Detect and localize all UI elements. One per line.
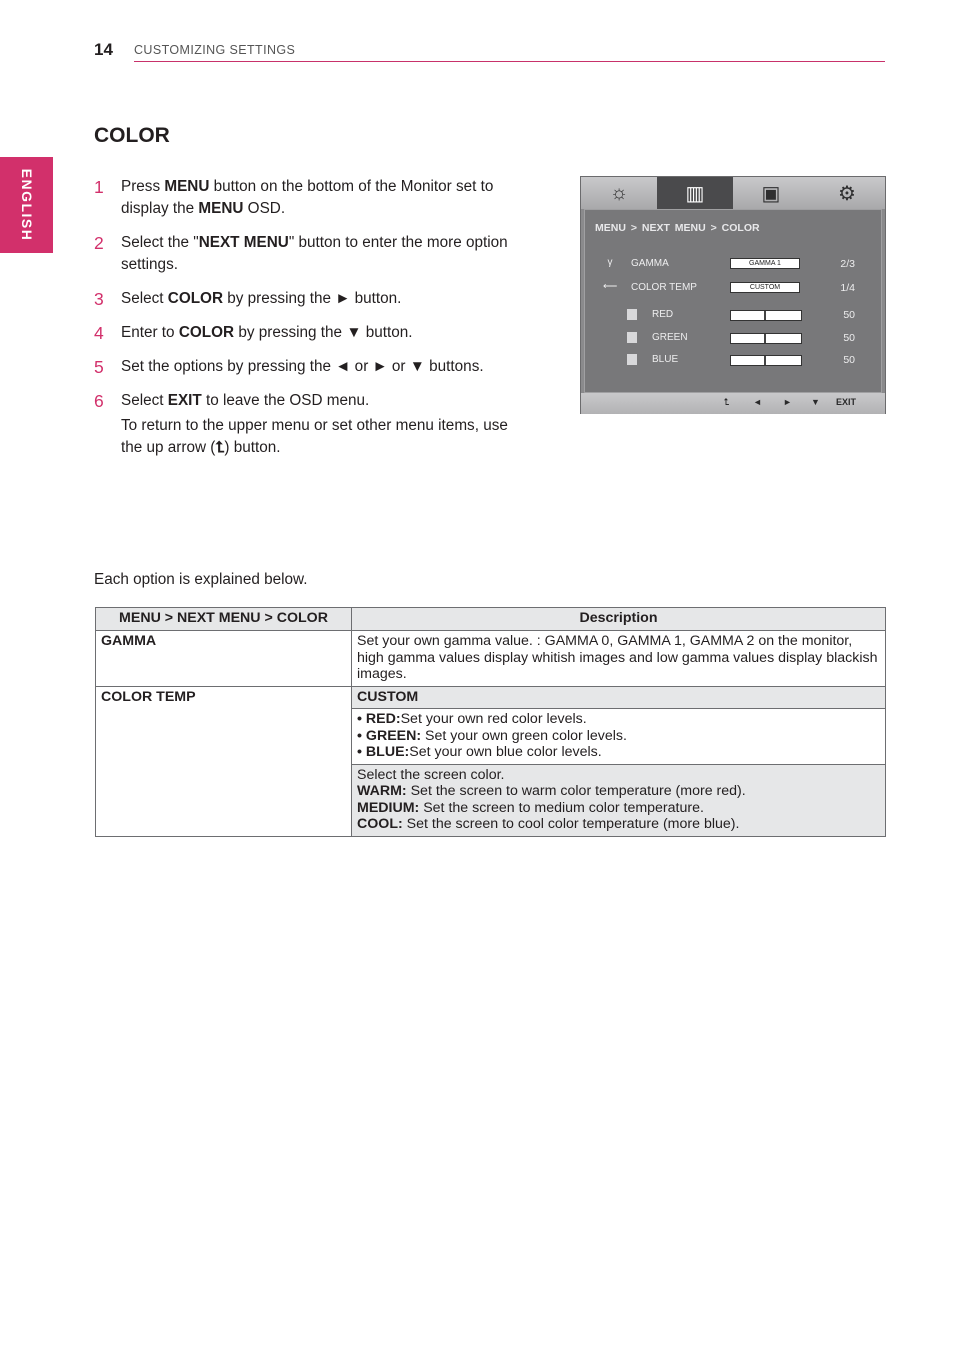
section-label: CUSTOMIZING SETTINGS (134, 43, 296, 57)
page-number: 14 (94, 40, 113, 59)
right-arrow-icon: ► (783, 397, 792, 407)
square-icon (627, 309, 637, 320)
brightness-icon: ☼ (609, 181, 629, 204)
gear-icon: ⚙ (838, 182, 856, 205)
table-row (96, 686, 886, 709)
table-row (96, 631, 886, 687)
osd-panel (584, 209, 882, 393)
step-text: Set the options by pressing the ◄ or ► or ▼ buttons. (121, 358, 484, 375)
step-number: 3 (94, 289, 104, 309)
osd-colortemp-page: 1/4 (840, 282, 855, 294)
step-2 (94, 232, 524, 276)
gamma-icon: γ (607, 257, 613, 268)
osd-red-value: 50 (843, 309, 855, 321)
step-6 (94, 390, 524, 459)
osd-gamma-row (585, 256, 881, 272)
step-6-note: To return to the upper menu or set other menu items, use the up arrow (⮤) button. (121, 417, 508, 456)
step-text: Enter to COLOR by pressing the ▼ button. (121, 324, 413, 341)
osd-gamma-page: 2/3 (840, 258, 855, 270)
osd-blue-value: 50 (843, 354, 855, 366)
step-number: 1 (94, 177, 104, 197)
osd-green-value: 50 (843, 332, 855, 344)
step-number: 6 (94, 391, 104, 411)
gamma-description: Set your own gamma value. : GAMMA 0, GAMMA 1, GAMMA 2 on the monitor, high gamma values display whitish images and low gamma values display blackish images. (352, 631, 886, 687)
step-number: 2 (94, 233, 104, 253)
step-text: Select COLOR by pressing the ► button. (121, 290, 402, 307)
down-arrow-icon: ▼ (811, 397, 820, 407)
osd-red-row (585, 307, 881, 323)
osd-tab-bar (581, 177, 885, 209)
osd-breadcrumb: MENU > NEXT MENU > COLOR (595, 222, 760, 234)
step-3 (94, 288, 524, 310)
osd-blue-row (585, 352, 881, 368)
osd-gamma-label: GAMMA (631, 258, 669, 269)
osd-red-slider (730, 310, 802, 321)
up-arrow-icon: ⮤ (724, 397, 730, 407)
up-arrow-icon: ⮤ (215, 439, 225, 456)
table-header-description: Description (352, 608, 886, 631)
osd-green-label: GREEN (652, 332, 688, 343)
display-icon: ▣ (761, 182, 781, 205)
step-1 (94, 176, 524, 220)
steps-list (94, 176, 524, 471)
osd-colortemp-row (585, 280, 881, 296)
osd-green-slider (730, 333, 802, 344)
osd-footer (581, 393, 885, 414)
step-4 (94, 322, 524, 344)
language-tab (0, 157, 53, 253)
step-5 (94, 356, 524, 378)
header-rule (134, 61, 885, 62)
custom-heading: CUSTOM (352, 686, 886, 709)
intro-text: Each option is explained below. (94, 571, 308, 588)
gamma-label: GAMMA (96, 631, 352, 687)
osd-blue-label: BLUE (652, 354, 679, 365)
osd-exit-label: EXIT (836, 397, 857, 407)
square-icon (627, 354, 637, 365)
left-arrow-icon: ◄ (753, 397, 762, 407)
step-text: Press MENU button on the bottom of the Monitor set to display the MENU OSD. (121, 178, 494, 217)
osd-red-label: RED (652, 309, 674, 320)
language-tab-label: ENGLISH (19, 168, 35, 242)
step-number: 5 (94, 357, 104, 377)
colortemp-label: COLOR TEMP (96, 686, 352, 836)
step-text: Select the "NEXT MENU" button to enter the more option settings. (121, 234, 508, 273)
custom-description: • RED:Set your own red color levels. • GREEN: Set your own green color levels. • BLUE:Set your own blue color levels. (352, 709, 886, 765)
options-table (95, 607, 886, 837)
osd-colortemp-label: COLOR TEMP (631, 282, 697, 293)
osd-colortemp-value: CUSTOM (730, 282, 800, 293)
square-icon (627, 332, 637, 343)
back-arrow-icon: ⟵ (603, 281, 618, 292)
table-header-row (96, 608, 886, 631)
page-title: COLOR (94, 124, 170, 147)
table-header-menu: MENU > NEXT MENU > COLOR (96, 608, 352, 631)
step-text: Select EXIT to leave the OSD menu. To return to the upper menu or set other menu items, use the up arrow (⮤) button. (121, 390, 524, 459)
osd-blue-slider (730, 355, 802, 366)
step-number: 4 (94, 323, 104, 343)
osd-green-row (585, 330, 881, 346)
osd-gamma-value: GAMMA 1 (730, 258, 800, 269)
osd-screenshot (580, 176, 886, 414)
color-bars-icon: ▥ (657, 177, 733, 209)
preset-description: Select the screen color. WARM: Set the screen to warm color temperature (more red). MEDIUM: Set the screen to medium color temperature. COOL: Set the screen to cool color temperature (more blue). (352, 764, 886, 836)
